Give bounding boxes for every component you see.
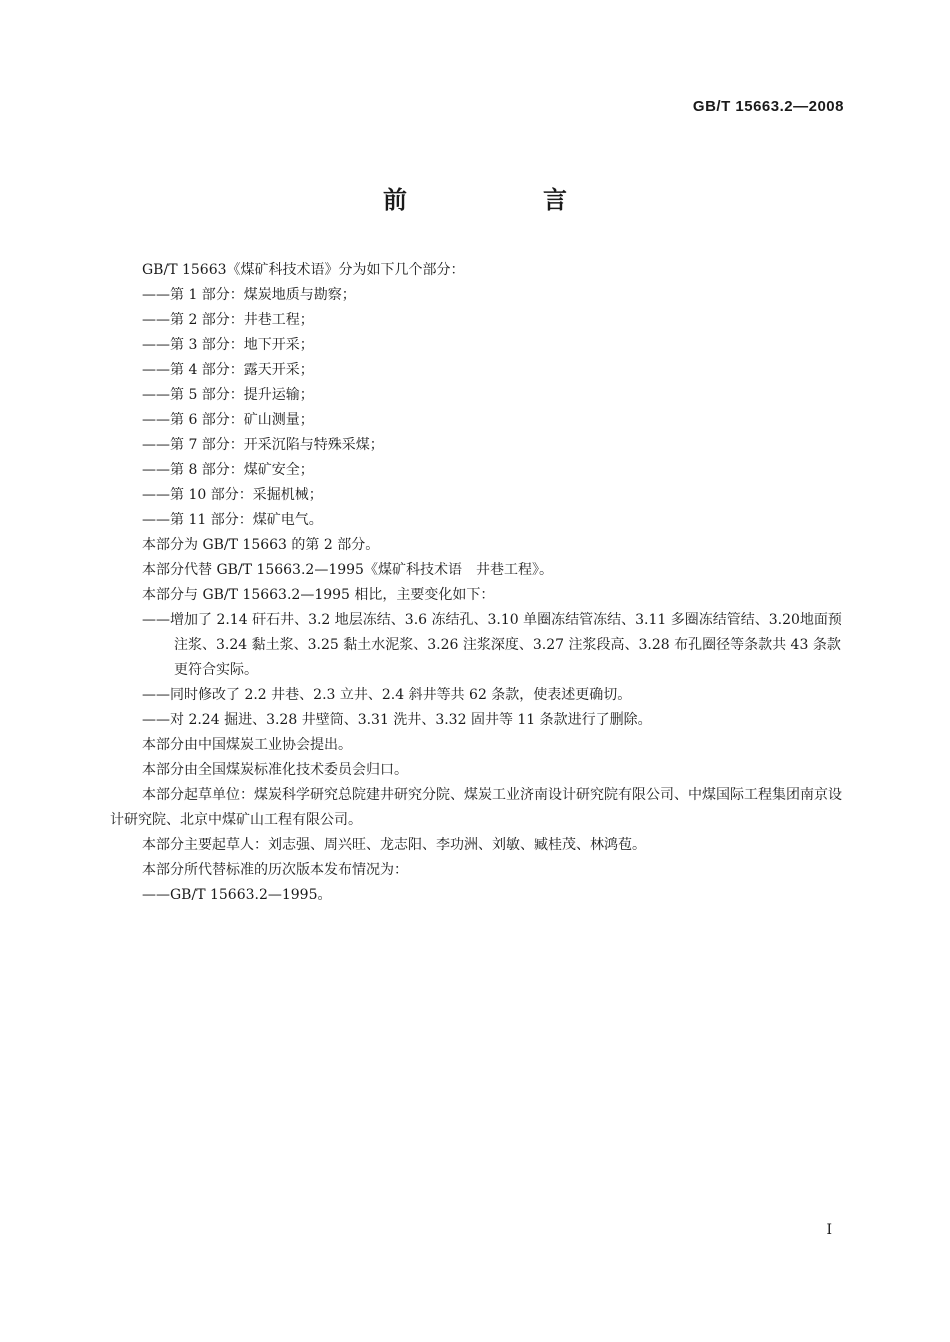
changes-intro-paragraph: 本部分与 GB/T 15663.2—1995 相比，主要变化如下： — [142, 587, 495, 603]
centralized-by-paragraph: 本部分由全国煤炭标准化技术委员会归口。 — [142, 762, 408, 778]
change-list-item: ——对 2.24 掘进、3.28 井壁筒、3.31 洗井、3.32 固井等 11 条款进行了删除。 — [142, 712, 652, 728]
drafting-units-paragraph: 本部分起草单位：煤炭科学研究总院建井研究分院、煤炭工业济南设计研究院有限公司、中煤国际工程集团南京设计研究院、北京中煤矿山工程有限公司。 — [110, 787, 842, 828]
page-title: 前 言 — [383, 186, 623, 214]
this-part-paragraph: 本部分为 GB/T 15663 的第 2 部分。 — [142, 537, 380, 553]
part-list-item: ——第 1 部分：煤炭地质与勘察； — [142, 287, 356, 303]
change-list-item: ——增加了 2.14 矸石井、3.2 地层冻结、3.6 冻结孔、3.10 单圈冻结管冻结、3.11 多圈冻结管结、3.20地面预注浆、3.24 黏土浆、3.25 黏土水泥浆、3.26 注浆深度、3.27 注浆段高、3.28 布孔圈径等条款共 43 条款更符合实际。 — [142, 612, 842, 678]
part-list-item: ——第 2 部分：井巷工程； — [142, 312, 314, 328]
history-intro-paragraph: 本部分所代替标准的历次版本发布情况为： — [142, 862, 408, 878]
change-list-item: ——同时修改了 2.2 井巷、2.3 立井、2.4 斜井等共 62 条款，使表述更确切。 — [142, 687, 632, 703]
part-list-item: ——第 7 部分：开采沉陷与特殊采煤； — [142, 437, 384, 453]
intro-paragraph: GB/T 15663《煤矿科技术语》分为如下几个部分： — [142, 262, 465, 278]
standard-number: GB/T 15663.2—2008 — [692, 98, 844, 115]
part-list-item: ——第 10 部分：采掘机械； — [142, 487, 323, 503]
part-list-item: ——第 5 部分：提升运输； — [142, 387, 314, 403]
part-list-item: ——第 11 部分：煤矿电气。 — [142, 512, 323, 528]
document-body — [110, 258, 845, 908]
part-list-item: ——第 3 部分：地下开采； — [142, 337, 314, 353]
drafters-paragraph: 本部分主要起草人：刘志强、周兴旺、龙志阳、李功洲、刘敏、臧桂茂、林鸿苞。 — [142, 837, 646, 853]
page-number: I — [826, 1222, 832, 1238]
replaces-paragraph: 本部分代替 GB/T 15663.2—1995《煤矿科技术语 井巷工程》。 — [142, 562, 553, 578]
history-list-item: ——GB/T 15663.2—1995。 — [142, 887, 332, 903]
part-list-item: ——第 4 部分：露天开采； — [142, 362, 314, 378]
part-list-item: ——第 6 部分：矿山测量； — [142, 412, 314, 428]
proposed-by-paragraph: 本部分由中国煤炭工业协会提出。 — [142, 737, 352, 753]
part-list-item: ——第 8 部分：煤矿安全； — [142, 462, 314, 478]
